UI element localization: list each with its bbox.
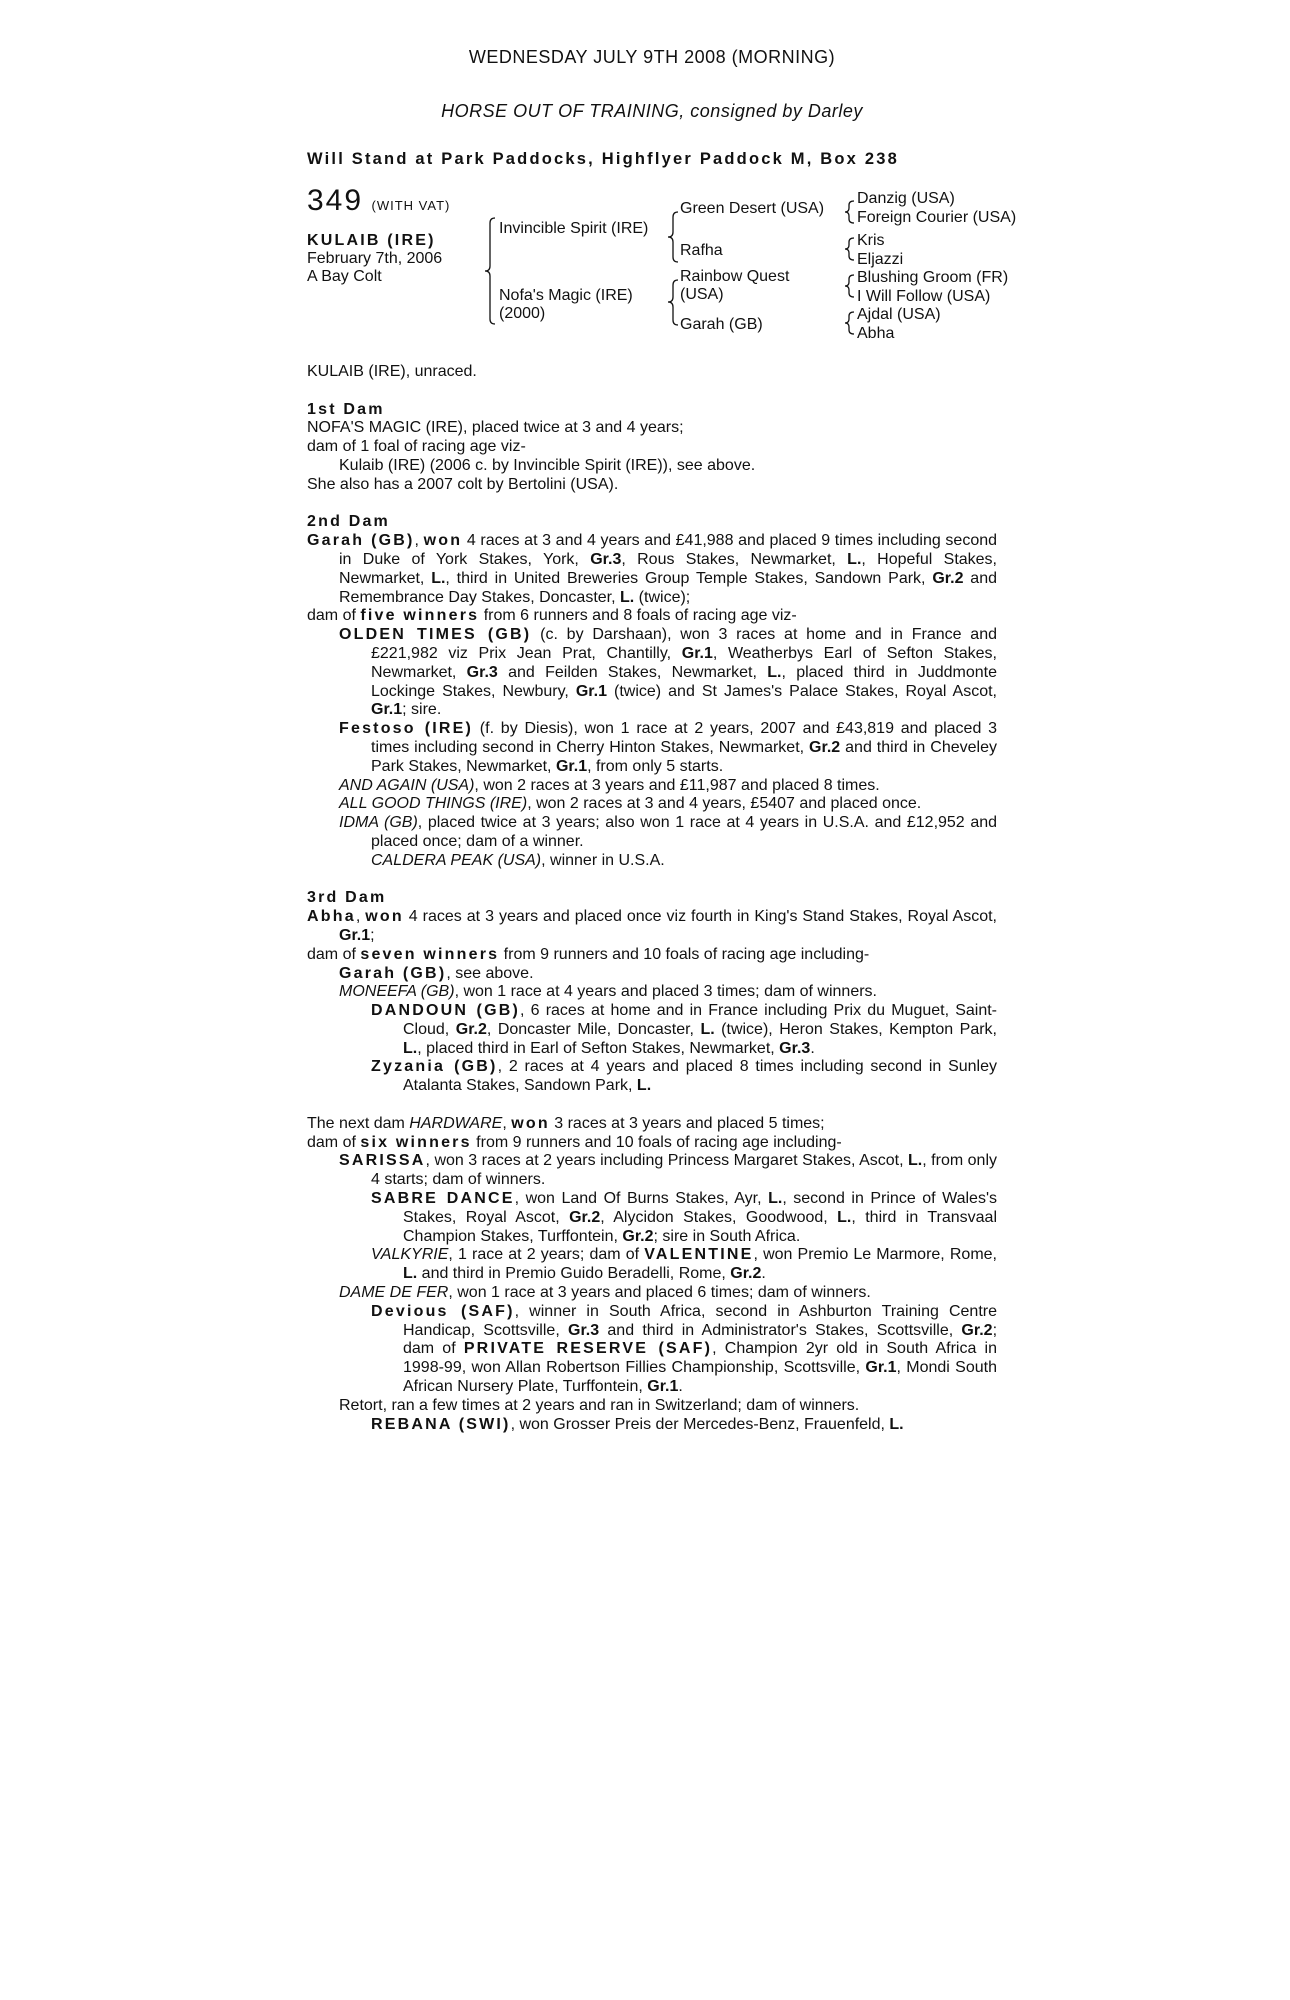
first-dam-line4: She also has a 2007 colt by Bertolini (USA). xyxy=(307,475,619,493)
gg-ddd: Abha xyxy=(857,325,895,342)
gg-ssd: Foreign Courier (USA) xyxy=(857,209,1017,226)
produce-caldera-peak: CALDERA PEAK (USA), winner in U.S.A. xyxy=(371,851,665,869)
second-dam-produce: dam of five winners from 6 runners and 8 foals of racing age viz- xyxy=(307,607,797,625)
dam-sire xyxy=(680,268,789,304)
produce-devious: Devious (SAF), winner in South Africa, second in Ashburton Training Centre Handicap, Scottsville, Gr.3 and third in Administrator's Stakes, Scottsville, Gr.2; dam of PRIVATE RESERVE (SAF), Champion 2yr old in South Africa in 1998-99, won Allan Robertson Fillies Championship, Scottsville, Gr.1, Mondi South African Nursery Plate, Turffontein, Gr.1. xyxy=(371,1302,998,1396)
dam xyxy=(499,287,633,323)
produce-zyzania: Zyzania (GB), 2 races at 4 years and placed 8 times including second in Sunley Atalanta Stakes, Sandown Park, L. xyxy=(371,1058,997,1095)
produce-retort: Retort, ran a few times at 2 years and ran in Switzerland; dam of winners. xyxy=(339,1396,860,1414)
gg-dsd: I Will Follow (USA) xyxy=(857,288,991,305)
vat-note: (WITH VAT) xyxy=(371,198,451,213)
produce-garah: Garah (GB), see above. xyxy=(339,964,534,982)
gg-sds: Kris xyxy=(857,232,885,249)
brace-ss xyxy=(845,201,854,223)
horse-name: KULAIB (IRE) xyxy=(307,232,436,249)
produce-sabre-dance: SABRE DANCE, won Land Of Burns Stakes, Ayr, L., second in Prince of Wales's Stakes, Royal Ascot, Gr.2, Alycidon Stakes, Goodwood, L., third in Transvaal Champion Stakes, Turffontein, Gr.2; sire in South Africa. xyxy=(371,1190,998,1245)
first-dam-heading: 1st Dam xyxy=(307,400,385,418)
sire-dam: Rafha xyxy=(680,242,723,259)
second-dam-heading: 2nd Dam xyxy=(307,513,390,531)
sire-sire: Green Desert (USA) xyxy=(680,200,825,217)
sire: Invincible Spirit (IRE) xyxy=(499,220,649,237)
lot-info xyxy=(307,232,442,286)
produce-dandoun: DANDOUN (GB), 6 races at home and in France including Prix du Muguet, Saint-Cloud, Gr.2, Doncaster Mile, Doncaster, L. (twice), Heron Stakes, Kempton Park, L., placed third in Earl of Sefton Stakes, Newmarket, Gr.3. xyxy=(371,1002,997,1057)
produce-sarissa: SARISSA, won 3 races at 2 years including Princess Margaret Stakes, Ascot, L., from only 4 starts; dam of winners. xyxy=(339,1152,998,1189)
brace-ds xyxy=(845,275,854,297)
gg-sss: Danzig (USA) xyxy=(857,190,955,207)
dam-name: Nofa's Magic (IRE) xyxy=(499,287,633,304)
next-dam-record: The next dam HARDWARE, won 3 races at 3 years and placed 5 times; xyxy=(307,1114,825,1132)
produce-festoso: Festoso (IRE) (f. by Diesis), won 1 race at 2 years, 2007 and £43,819 and placed 3 times including second in Cherry Hinton Stakes, Newmarket, Gr.2 and third in Cheveley Park Stakes, Newmarket, Gr.1, from only 5 starts. xyxy=(339,720,998,775)
sale-subtitle: HORSE OUT OF TRAINING, consigned by Darley xyxy=(441,101,863,121)
next-dam-produce: dam of six winners from 9 runners and 10 foals of racing age including- xyxy=(307,1133,842,1151)
second-dam-record: Garah (GB), won 4 races at 3 and 4 years and £41,988 and placed 9 times including second in Duke of York Stakes, York, Gr.3, Rous Stakes, Newmarket, L., Hopeful Stakes, Newmarket, L., third in United Breweries Group Temple Stakes, Sandown Park, Gr.2 and Remembrance Day Stakes, Doncaster, L. (twice); xyxy=(307,532,998,606)
race-record: KULAIB (IRE), unraced. xyxy=(307,363,477,380)
first-dam-line2: dam of 1 foal of racing age viz- xyxy=(307,438,526,456)
brace-sire xyxy=(668,212,678,262)
third-dam-produce: dam of seven winners from 9 runners and 10 foals of racing age including- xyxy=(307,945,870,963)
lot-heading xyxy=(307,184,451,217)
produce-moneefa: MONEEFA (GB), won 1 race at 4 years and placed 3 times; dam of winners. xyxy=(339,983,877,1001)
third-dam-record: Abha, won 4 races at 3 years and placed once viz fourth in King's Stand Stakes, Royal Ascot, Gr.1; xyxy=(307,908,997,944)
dam-sire-country: (USA) xyxy=(680,286,724,303)
produce-idma: IDMA (GB), placed twice at 3 years; also won 1 race at 4 years in U.S.A. and £12,952 and placed once; dam of a winner. xyxy=(339,814,998,850)
sale-date-header: WEDNESDAY JULY 9TH 2008 (MORNING) xyxy=(468,47,836,67)
produce-valkyrie: VALKYRIE, 1 race at 2 years; dam of VALENTINE, won Premio Le Marmore, Rome, L. and third in Premio Guido Beradelli, Rome, Gr.2. xyxy=(371,1246,997,1283)
second-dam-name: Garah (GB) xyxy=(307,532,415,550)
produce-dame-de-fer: DAME DE FER, won 1 race at 3 years and placed 6 times; dam of winners. xyxy=(339,1284,871,1302)
first-dam-line1: NOFA'S MAGIC (IRE), placed twice at 3 and 4 years; xyxy=(307,419,684,437)
produce-rebana: REBANA (SWI), won Grosser Preis der Mercedes-Benz, Frauenfeld, L. xyxy=(371,1415,904,1433)
foaling-date: February 7th, 2006 xyxy=(307,250,443,267)
produce-and-again: AND AGAIN (USA), won 2 races at 3 years and £11,987 and placed 8 times. xyxy=(339,776,880,794)
produce-olden-times: OLDEN TIMES (GB) (c. by Darshaan), won 3 races at home and in France and £221,982 viz Prix Jean Prat, Chantilly, Gr.1, Weatherbys Earl of Sefton Stakes, Newmarket, Gr.3 and Feilden Stakes, Newmarket, L., placed third in Juddmonte Lockinge Stakes, Newbury, Gr.1 (twice) and St James's Palace Stakes, Royal Ascot, Gr.1; sire. xyxy=(339,626,998,719)
dam-year: (2000) xyxy=(499,305,546,322)
gg-dds: Ajdal (USA) xyxy=(857,306,941,323)
produce-all-good-things: ALL GOOD THINGS (IRE), won 2 races at 3 and 4 years, £5407 and placed once. xyxy=(339,795,922,813)
brace-main xyxy=(485,218,495,324)
gg-sdd: Eljazzi xyxy=(857,251,904,268)
brace-dam xyxy=(668,280,678,325)
horse-description: A Bay Colt xyxy=(307,268,382,285)
first-dam-line3: Kulaib (IRE) (2006 c. by Invincible Spirit (IRE)), see above. xyxy=(339,456,756,474)
brace-dd xyxy=(845,312,854,334)
stand-location: Will Stand at Park Paddocks, Highflyer Paddock M, Box 238 xyxy=(307,150,899,168)
brace-sd xyxy=(845,238,854,260)
dam-dam: Garah (GB) xyxy=(680,316,763,333)
dam-sire-name: Rainbow Quest xyxy=(680,268,790,285)
lot-number: 349 xyxy=(307,184,364,217)
gg-dss: Blushing Groom (FR) xyxy=(857,269,1009,286)
catalogue-body xyxy=(307,363,997,1434)
third-dam-heading: 3rd Dam xyxy=(307,889,387,907)
